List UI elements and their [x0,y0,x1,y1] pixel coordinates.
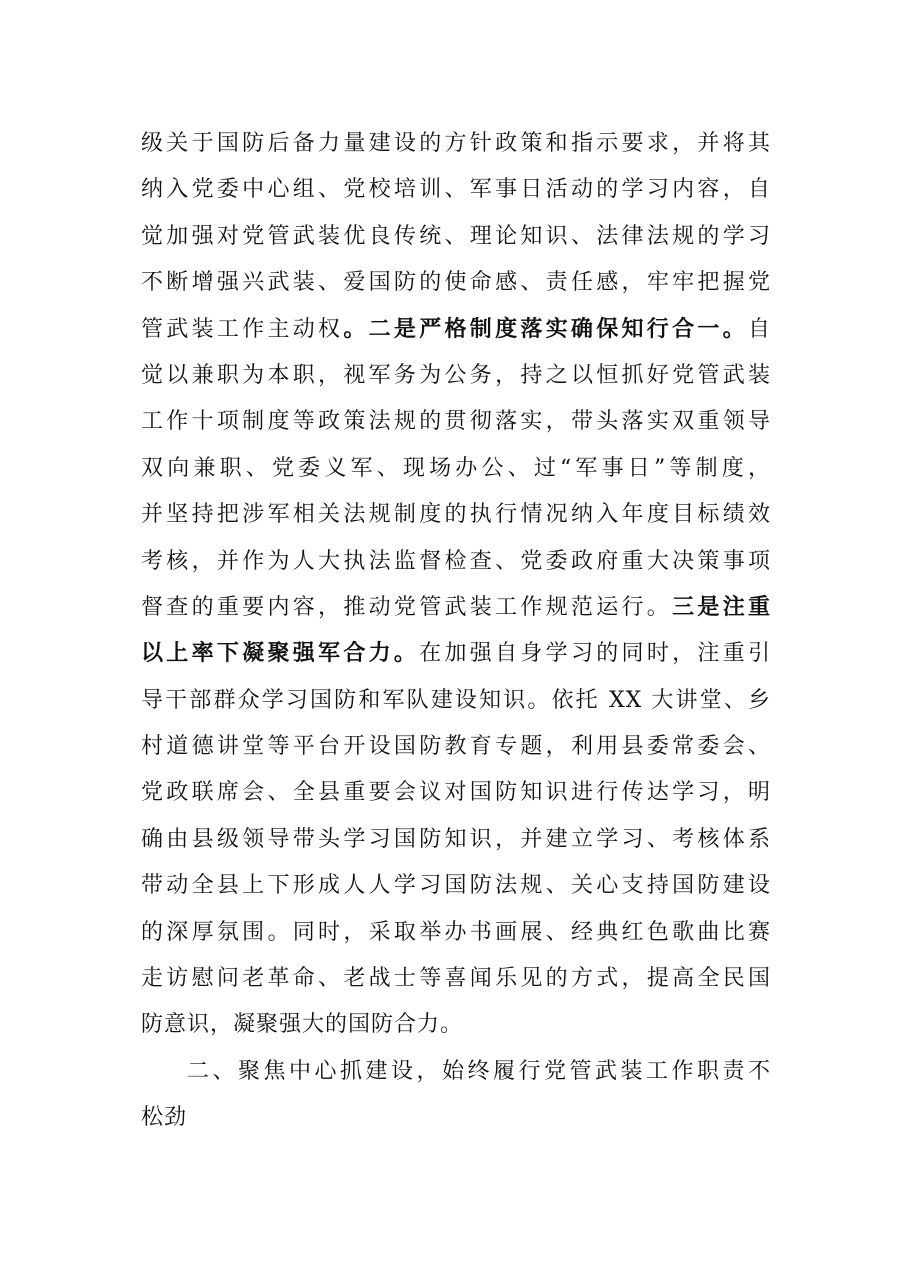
text-run: 双向兼职、党委义军、现场办公、过“军事日”等制度， [141,455,771,481]
document-body [141,121,771,1142]
text-run: 管武装工作主动权 [141,316,344,342]
text-line [141,724,771,770]
text-line [141,910,771,956]
text-run: 觉加强对党管武装优良传统、理论知识、法律法规的学习 [141,223,771,249]
text-line [141,539,771,585]
text-line [141,353,771,399]
text-run: 督查的重要内容，推动党管武装工作规范运行。 [141,594,673,620]
text-run: 工作十项制度等政策法规的贯彻落实，带头落实双重领导 [141,409,771,435]
section-heading: 二、聚焦中心抓建设，始终履行党管武装工作职责不 [187,1058,771,1084]
text-line [141,678,771,724]
bold-heading-run: 以上率下凝聚强军合力。 [141,641,420,667]
bold-heading-run: 三是注重 [672,594,771,620]
text-run: 并坚持把涉军相关法规制度的执行情况纳入年度目标绩效 [141,502,771,528]
text-run: 确由县级领导带头学习国防知识，并建立学习、考核体系 [141,826,771,852]
section-heading-line [141,1095,771,1141]
text-line [141,121,771,167]
text-run: 级关于国防后备力量建设的方针政策和指示要求，并将其 [141,131,771,156]
section-heading-line [141,1049,771,1095]
text-line [141,307,771,353]
text-line [141,817,771,863]
text-run: 不断增强兴武装、爱国防的使命感、责任感，牢牢把握党 [141,270,771,296]
text-line [141,863,771,909]
text-line [141,399,771,445]
text-run: 考核，并作为人大执法监督检查、党委政府重大决策事项 [141,548,771,574]
text-run: 党政联席会、全县重要会议对国防知识进行传达学习，明 [141,780,771,806]
text-run: 在加强自身学习的同时，注重引 [419,641,771,667]
text-line [141,214,771,260]
text-line [141,260,771,306]
text-line [141,492,771,538]
text-run: 村道德讲堂等平台开设国防教育专题，利用县委常委会、 [141,734,771,760]
text-line [141,956,771,1002]
text-run: 带动全县上下形成人人学习国防法规、关心支持国防建设 [141,873,771,899]
text-run: 的深厚氛围。同时，采取举办书画展、经典红色歌曲比赛 [141,919,771,945]
text-line [141,585,771,631]
text-run: 防意识，凝聚强大的国防合力。 [141,1012,464,1038]
section-heading-continued: 松劲 [141,1105,188,1131]
text-run: 觉以兼职为本职，视军务为公务，持之以恒抓好党管武装 [141,362,771,388]
bold-heading-run: 。二是严格制度落实确保知行合一。 [343,316,748,342]
text-run: 走访慰问老革命、老战士等喜闻乐见的方式，提高全民国 [141,966,771,992]
text-run: 纳入党委中心组、党校培训、军事日活动的学习内容，自 [141,177,771,203]
text-line [141,770,771,816]
text-run: 导干部群众学习国防和军队建设知识。依托 XX 大讲堂、乡 [141,687,771,713]
text-run: 自 [747,316,771,342]
text-line [141,1002,771,1048]
text-line [141,446,771,492]
text-line [141,631,771,677]
text-line [141,167,771,213]
